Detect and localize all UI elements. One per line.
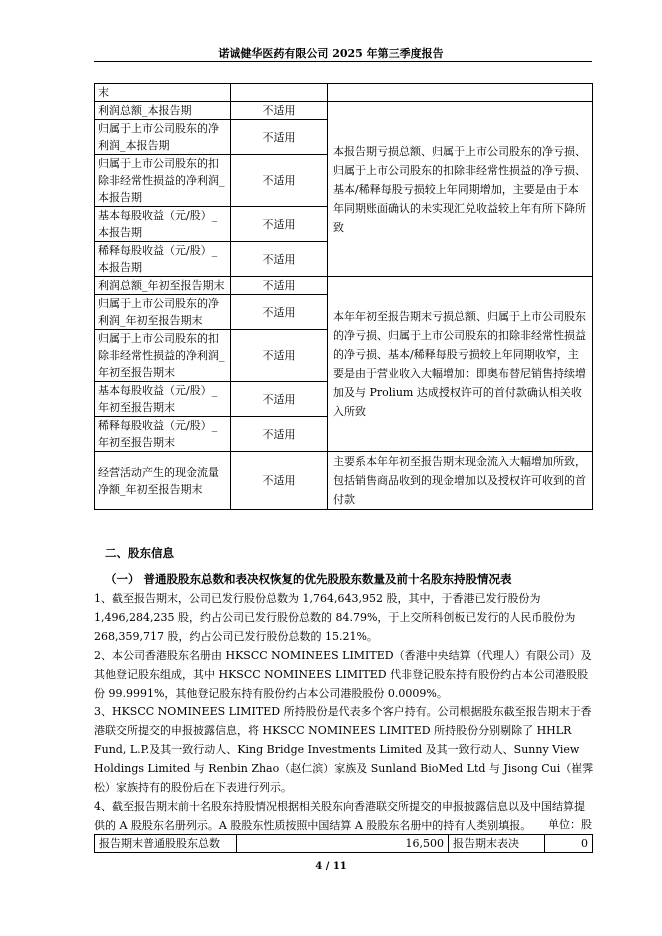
row-value: 不适用 — [231, 102, 328, 120]
row-value: 不适用 — [231, 277, 328, 295]
row-label: 末 — [95, 84, 231, 102]
row-label: 基本每股收益（元/股）_年初至报告期末 — [95, 382, 231, 417]
section-title: 二、股东信息 — [105, 546, 174, 560]
row-value: 不适用 — [231, 417, 328, 452]
shareholder-notes — [94, 590, 594, 836]
table-row — [95, 102, 593, 120]
totals-value-2: 0 — [545, 835, 593, 853]
row-value: 不适用 — [231, 452, 328, 510]
row-value: 不适用 — [231, 155, 328, 207]
shareholder-totals-table — [94, 834, 593, 853]
row-value: 不适用 — [231, 120, 328, 155]
table-row — [95, 452, 593, 510]
row-label: 稀释每股收益（元/股）_本报告期 — [95, 242, 231, 277]
page-header: 诺诚健华医药有限公司 2025 年第三季度报告 — [218, 47, 444, 60]
table-row — [95, 835, 593, 853]
paragraph: 4、截至报告期末前十名股东持股情况根据相关股东向香港联交所提交的申报披露信息以及中国结算提供的 A 股股东名册列示。A 股股东性质按照中国结算 A 股股东名册中的持有人类别填报。 — [94, 799, 585, 832]
explanation-cell: 本年年初至报告期末亏损总额、归属于上市公司股东的净亏损、归属于上市公司股东的扣除非经常性损益的净亏损、基本/稀释每股亏损较上年同期收窄，主要是由于营业收入大幅增加：即奥布替尼销售持续增加及与 Prolium 达成授权许可的首付款确认相关收入所致 — [328, 277, 593, 452]
totals-value: 16,500 — [237, 835, 449, 853]
paragraph: 2、本公司香港股东名册由 HKSCC NOMINEES LIMITED（香港中央结算（代理人）有限公司）及其他登记股东组成，其中 HKSCC NOMINEES LIMITED 代非登记股东持有股份约占本公司港股股份 99.9991%，其他登记股东持有股份约占本公司港股股份 0.0009%。 — [94, 648, 592, 700]
table-row — [95, 84, 593, 102]
explanation-cell: 本报告期亏损总额、归属于上市公司股东的净亏损、归属于上市公司股东的扣除非经常性损益的净亏损、基本/稀释每股亏损较上年同期增加，主要是由于本年同期账面确认的未实现汇兑收益较上年有所下降所致 — [328, 102, 593, 277]
explanation-cell: 主要系本年年初至报告期末现金流入大幅增加所致，包括销售商品收到的现金增加以及授权许可收到的首付款 — [328, 452, 593, 510]
subsection-title: （一） 普通股股东总数和表决权恢复的优先股股东数量及前十名股东持股情况表 — [105, 572, 512, 586]
row-value: 不适用 — [231, 242, 328, 277]
page-number: 4 / 11 — [315, 861, 347, 872]
totals-label-2: 报告期末表决 — [449, 835, 545, 853]
row-value: 不适用 — [231, 295, 328, 330]
row-value: 不适用 — [231, 382, 328, 417]
change-explanation-table — [94, 83, 593, 510]
table-row — [95, 277, 593, 295]
row-value: 不适用 — [231, 330, 328, 382]
row-label: 归属于上市公司股东的净利润_年初至报告期末 — [95, 295, 231, 330]
totals-label: 报告期末普通股股东总数 — [95, 835, 237, 853]
row-label: 归属于上市公司股东的扣除非经常性损益的净利润_年初至报告期末 — [95, 330, 231, 382]
unit-label: 单位：股 — [548, 818, 592, 831]
paragraph: 3、HKSCC NOMINEES LIMITED 所持股份是代表多个客户持有。公司根据股东截至报告期末于香港联交所提交的申报披露信息，将 HKSCC NOMINEES LIMITED 所持股份分别剔除了 HHLR Fund, L.P.及其一致行动人、King Bridge Investments Limited 及其一致行动人、Sunny View Holdings Limited 与 Renbin Zhao（赵仁滨）家族及 Sunland BioMed Ltd 与 Jisong Cui（崔霁松）家族持有的股份后在下表进行列示。 — [94, 705, 594, 795]
header-rule — [94, 61, 592, 62]
row-label: 基本每股收益（元/股）_本报告期 — [95, 207, 231, 242]
row-label: 利润总额_本报告期 — [95, 102, 231, 120]
row-label: 经营活动产生的现金流量净额_年初至报告期末 — [95, 452, 231, 510]
row-label: 稀释每股收益（元/股）_年初至报告期末 — [95, 417, 231, 452]
row-label: 归属于上市公司股东的净利润_本报告期 — [95, 120, 231, 155]
row-label: 归属于上市公司股东的扣除非经常性损益的净利润_本报告期 — [95, 155, 231, 207]
row-value: 不适用 — [231, 207, 328, 242]
paragraph: 1、截至报告期末，公司已发行股份总数为 1,764,643,952 股，其中，于香港已发行股份为 1,496,284,235 股，约占公司已发行股份总数的 84.79%，于上交所科创板已发行的人民币股份为 268,359,717 股，约占公司已发行股份总数的 15.21%。 — [94, 592, 576, 643]
row-label: 利润总额_年初至报告期末 — [95, 277, 231, 295]
